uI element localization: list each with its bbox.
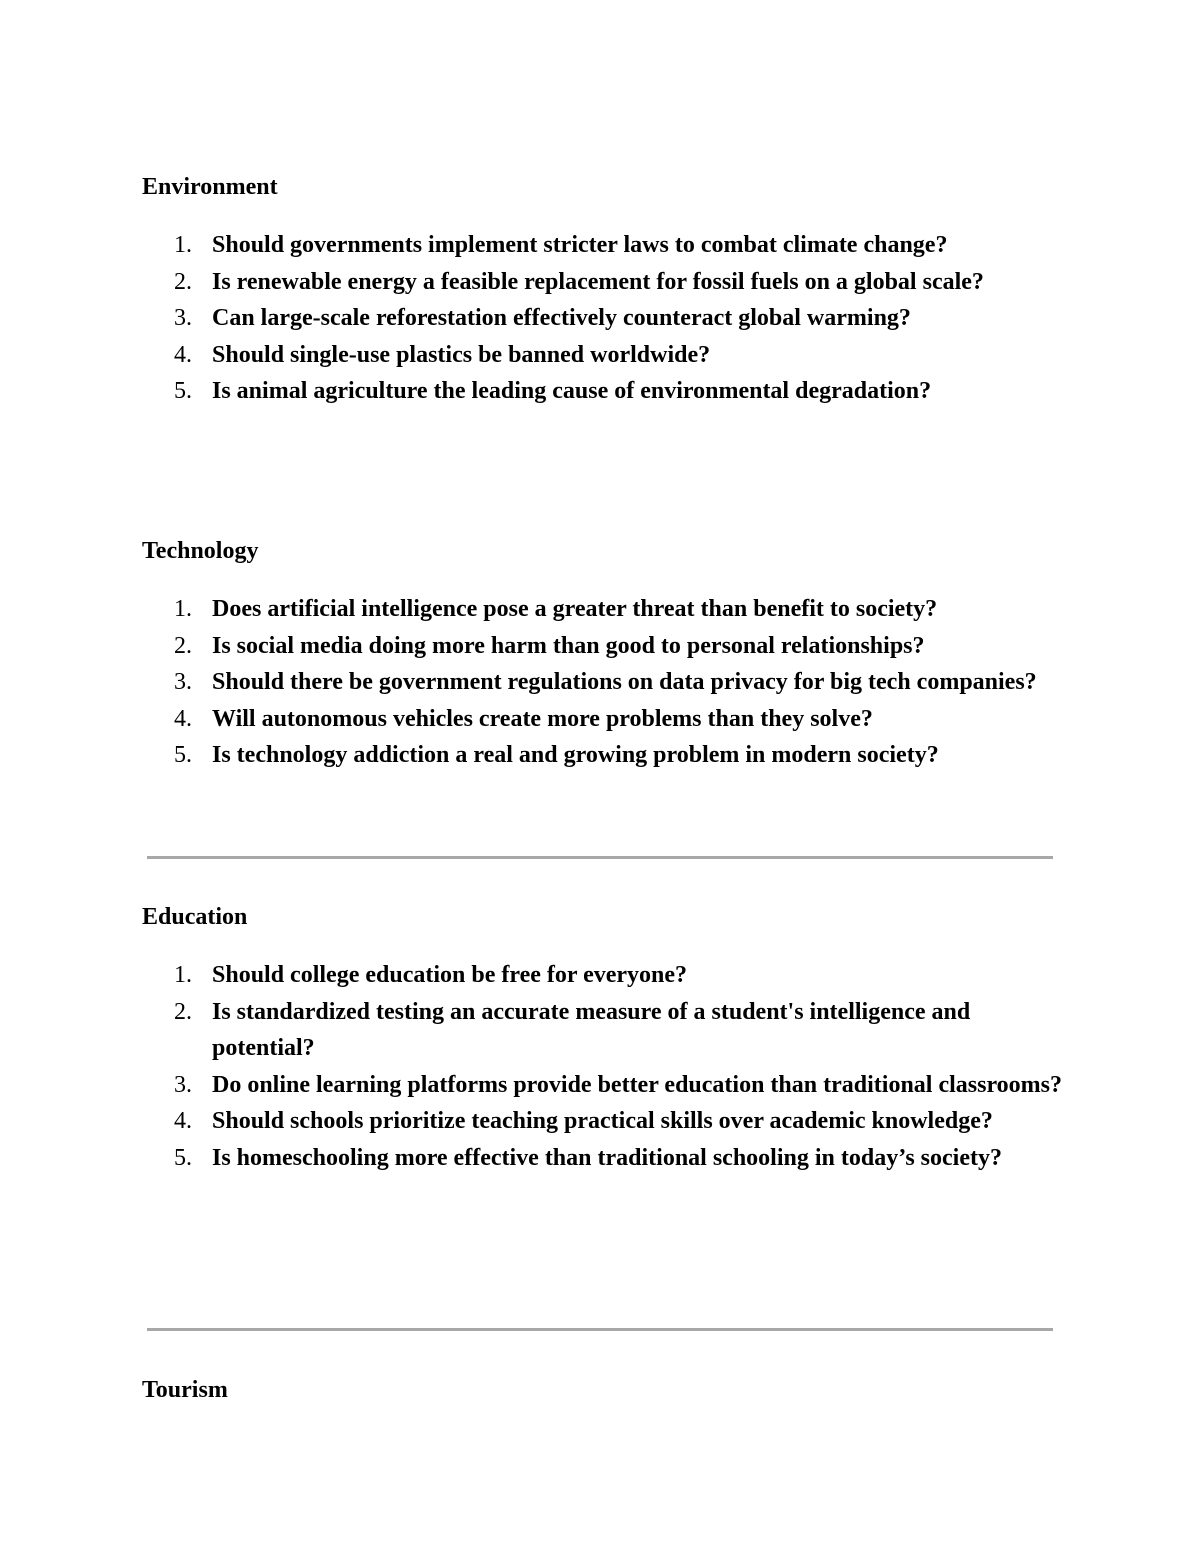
question-text: Should single-use plastics be banned worldwide? (212, 341, 711, 368)
list-item (142, 264, 1062, 301)
question-text: Is technology addiction a real and growing problem in modern society? (212, 742, 939, 768)
question-text: Can large-scale reforestation effectively counteract global warming? (212, 305, 911, 331)
list-number: 1. (174, 232, 192, 258)
list-item (142, 701, 1062, 738)
question-text: Does artificial intelligence pose a greater threat than benefit to society? (212, 596, 938, 622)
list-number: 1. (174, 962, 192, 988)
question-text: Should there be government regulations on data privacy for big tech companies? (212, 669, 1037, 695)
list-item (142, 1140, 1062, 1177)
question-text: Do online learning platforms provide better education than traditional classrooms? (212, 1071, 1063, 1098)
list-item (142, 227, 1062, 264)
question-text: Should governments implement stricter laws to combat climate change? (212, 232, 948, 258)
list-item (142, 957, 1062, 994)
question-text: Is standardized testing an accurate measure of a student's intelligence and potential? (212, 998, 971, 1061)
section-heading-technology: Technology (142, 538, 259, 564)
section-heading-environment: Environment (142, 174, 278, 200)
list-item (142, 1067, 1062, 1104)
question-list-technology (142, 591, 1062, 774)
question-list-education (142, 957, 1062, 1176)
question-text: Should college education be free for everyone? (212, 962, 688, 988)
section-heading-tourism: Tourism (142, 1377, 228, 1403)
list-number: 5. (174, 378, 192, 404)
list-number: 3. (174, 1071, 192, 1098)
list-number: 4. (174, 341, 192, 368)
list-item (142, 737, 1062, 774)
question-text: Is animal agriculture the leading cause of environmental degradation? (212, 378, 932, 404)
list-number: 2. (174, 998, 192, 1025)
list-item (142, 664, 1062, 701)
section-heading-education: Education (142, 904, 248, 930)
list-number: 4. (174, 705, 192, 732)
list-number: 4. (174, 1108, 192, 1134)
list-item (142, 591, 1062, 628)
question-text: Should schools prioritize teaching practical skills over academic knowledge? (212, 1108, 993, 1134)
question-text: Is social media doing more harm than good to personal relationships? (212, 632, 925, 659)
list-number: 2. (174, 632, 192, 659)
horizontal-divider (147, 856, 1053, 859)
list-item (142, 300, 1062, 337)
list-item (142, 373, 1062, 410)
list-number: 3. (174, 305, 192, 331)
list-item (142, 628, 1062, 665)
question-text: Is renewable energy a feasible replacement for fossil fuels on a global scale? (212, 268, 984, 295)
list-number: 3. (174, 669, 192, 695)
list-number: 5. (174, 1144, 192, 1171)
list-item (142, 994, 1062, 1067)
question-list-environment (142, 227, 1062, 410)
question-text: Will autonomous vehicles create more problems than they solve? (212, 705, 873, 732)
horizontal-divider (147, 1328, 1053, 1331)
list-number: 2. (174, 268, 192, 295)
list-item (142, 337, 1062, 374)
question-text: Is homeschooling more effective than traditional schooling in today’s society? (212, 1144, 1002, 1171)
list-number: 5. (174, 742, 192, 768)
list-item (142, 1103, 1062, 1140)
list-number: 1. (174, 596, 192, 622)
